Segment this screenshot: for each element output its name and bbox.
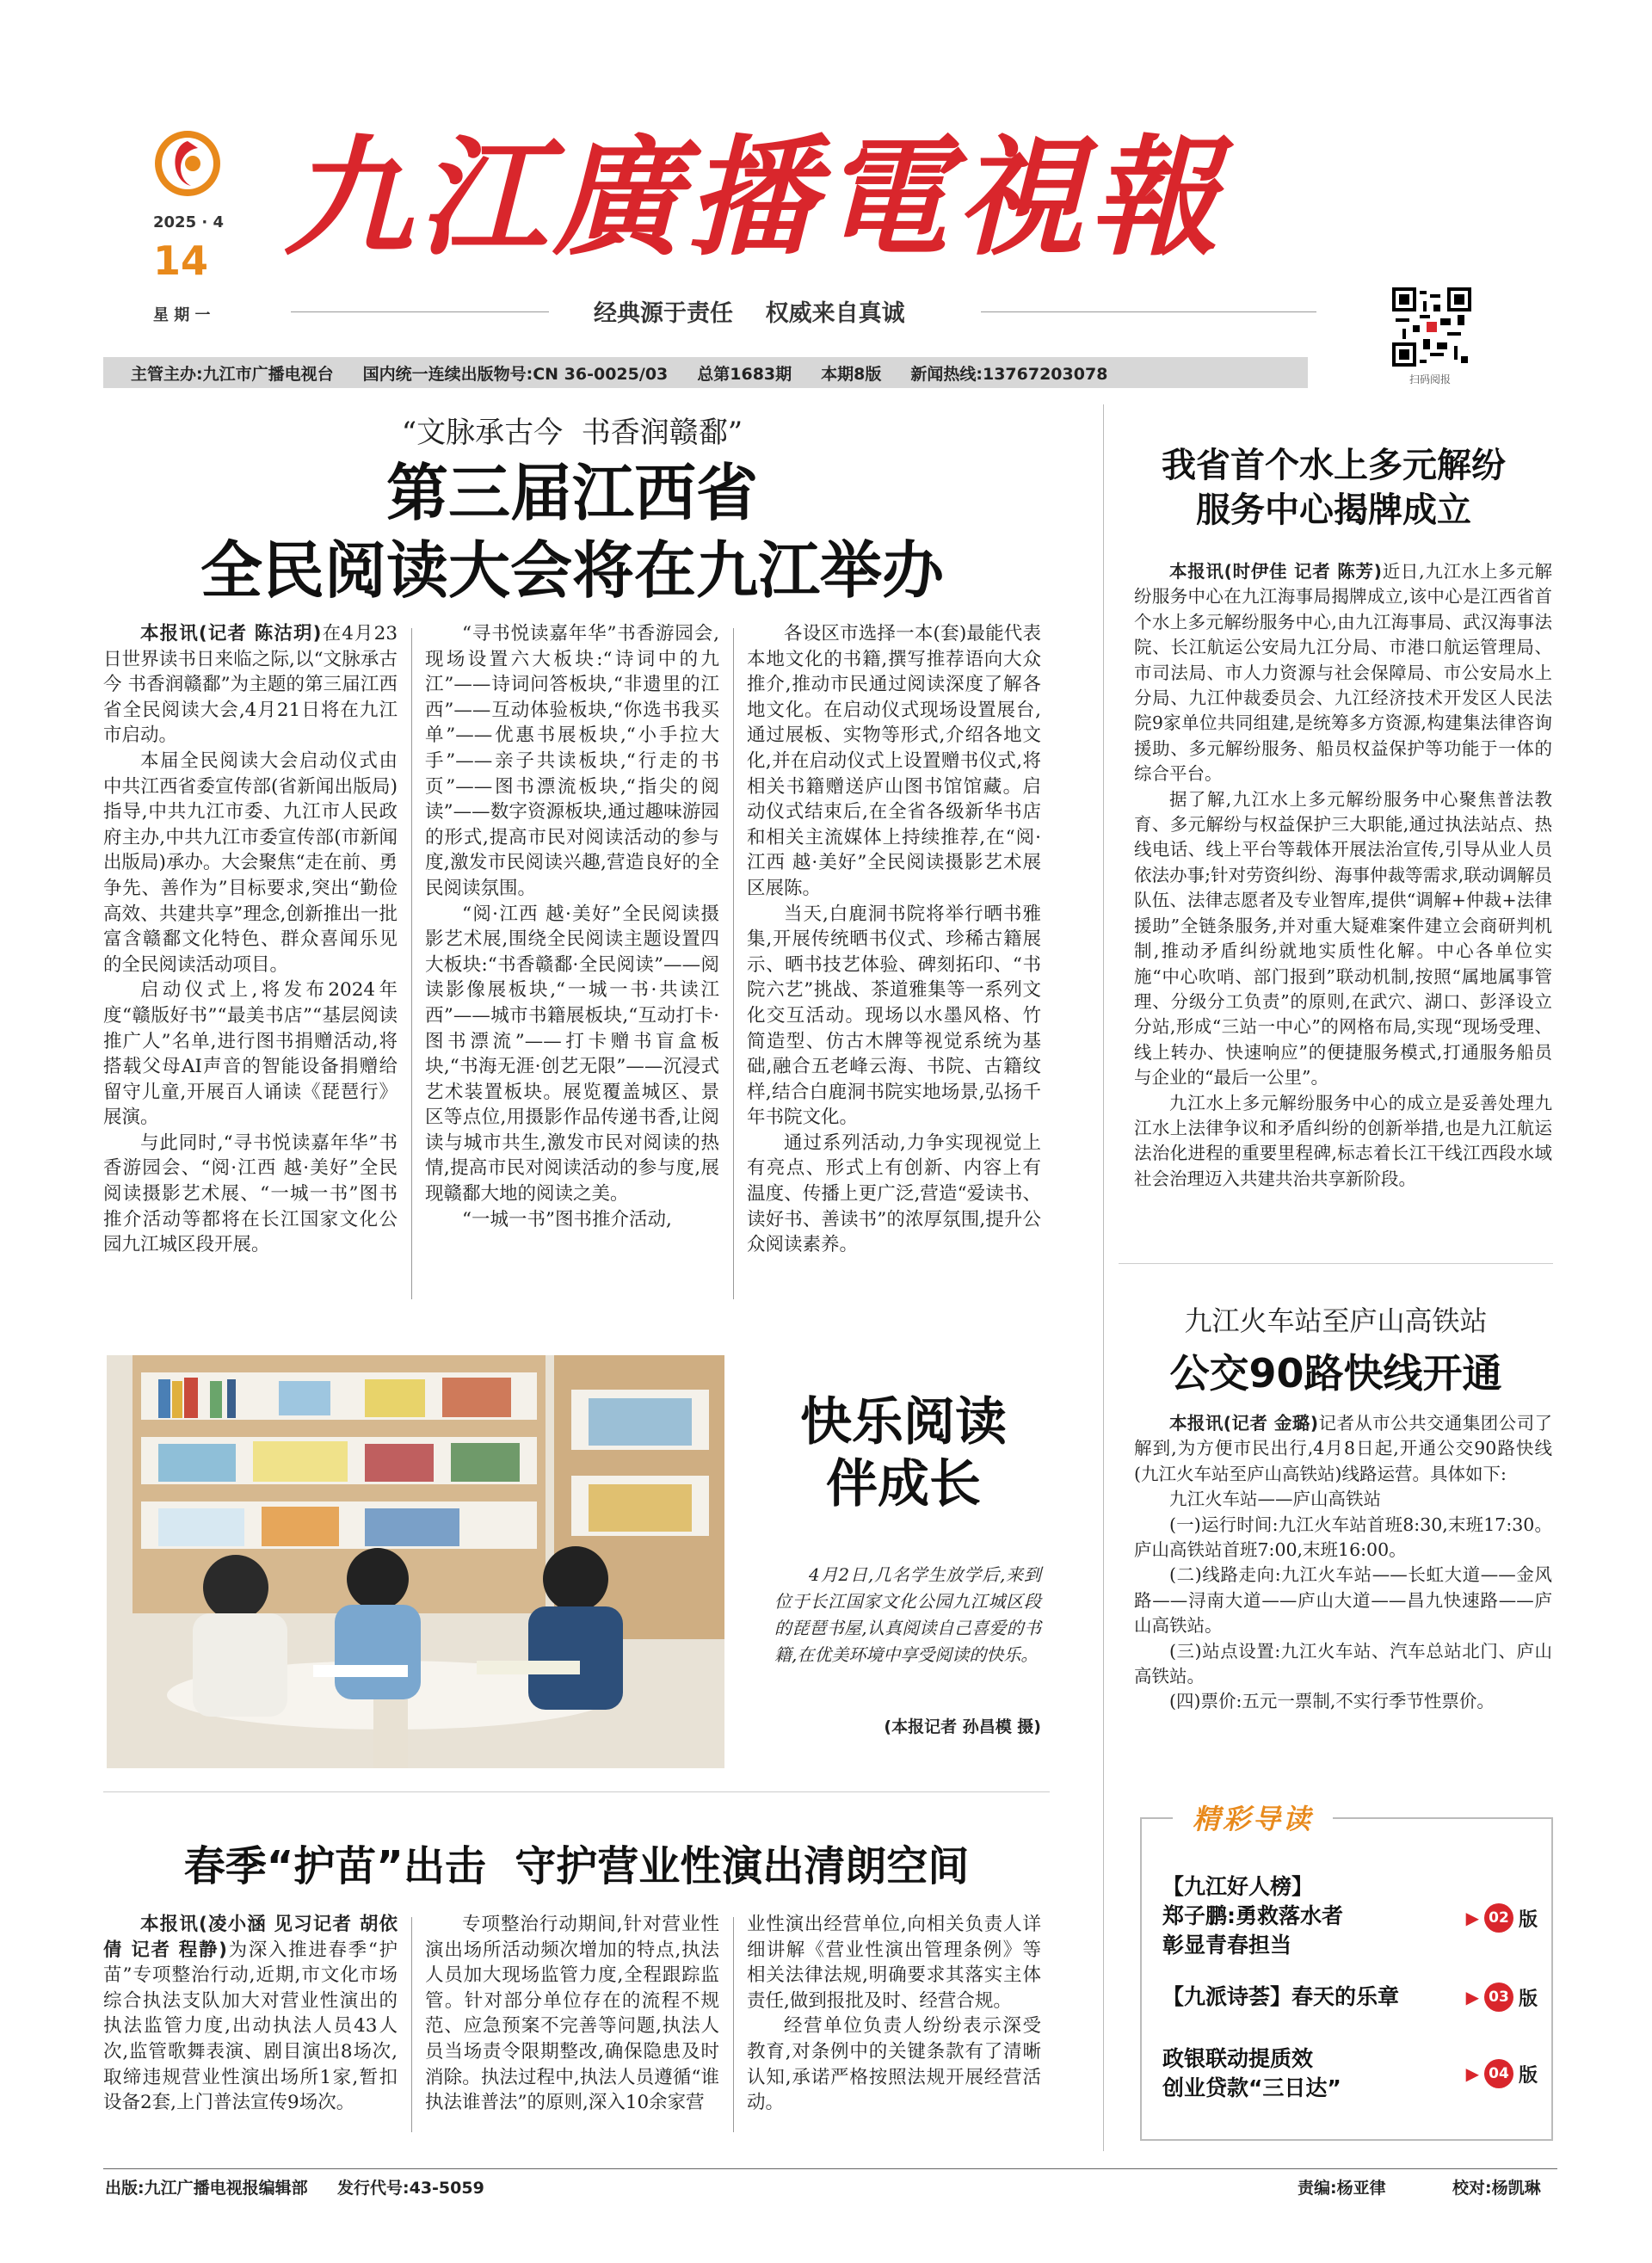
photo-headline-line2: 伴成长 bbox=[826, 1454, 981, 1514]
right2-headline: 公交90路快线开通 bbox=[1169, 1350, 1502, 1397]
page-badge: 04 bbox=[1484, 2059, 1513, 2088]
guide-title: 精彩导读 bbox=[1192, 1803, 1313, 1835]
slogan: 经典源于责任 权威来自真诚 bbox=[594, 300, 905, 327]
weekday: 星 期 一 bbox=[153, 306, 211, 324]
slogan-rule-left bbox=[291, 311, 549, 312]
info-issue: 总第1683期 bbox=[697, 364, 792, 384]
bottom-column-1: 本报讯(凌小涵 见习记者 胡依倩 记者 程静)为深入推进春季“护苗”专项整治行动,近期,市文化市场综合执法支队加大对营业性演出的执法监管力度,出动执法人员43人次,监管歌舞表演、剧目演出8场次,取缔违规营业性演出场所1家,暂扣设备2套,上门普法宣传9场次。 bbox=[103, 1914, 398, 2114]
photo-headline-line1: 快乐阅读 bbox=[800, 1392, 1007, 1452]
info-bar bbox=[103, 357, 1308, 388]
info-pages: 本期8版 bbox=[821, 364, 882, 384]
masthead-title: 九江廣播電視報 bbox=[284, 122, 1224, 274]
lead-headline-line1: 第三届江西省 bbox=[385, 457, 758, 529]
footer-rule bbox=[103, 2168, 1557, 2169]
arrow-right-icon: ▶ bbox=[1465, 2063, 1479, 2084]
lead-column-3: 各设区市选择一本(套)最能代表本地文化的书籍,撰写推荐语向大众推介,推动市民通过阅读深度了解各地文化。在启动仪式现场设置展台,通过展板、实物等形式,介绍各地文化,并在启动仪式上设置赠书仪式,将相关书籍赠送庐山图书馆馆藏。启动仪式结束后,在全省各级新华书店和相关主流媒体上持续推荐,在“阅·江西 越·美好”全民阅读摄影艺术展区展陈。 当天,白鹿洞书院将举行晒书雅集,开展传统晒书仪式、珍稀古籍展示、晒书技艺体验、碑刻拓印、“书院六艺”挑战、茶道雅集等一系列文化交互活动。现场以水墨风格、竹简造型、仿古木牌等视觉系统为基础,融合五老峰云海、书院、古籍纹样,结合白鹿洞书院实地场景,弘扬千年书院文化。 通过系列活动,力争实现视觉上有亮点、形式上有创新、内容上有温度、传播上更广泛,营造“爱读书、读好书、善读书”的浓厚氛围,提升公众阅读素养。 bbox=[747, 623, 1041, 1256]
page-badge: 03 bbox=[1484, 1982, 1513, 2012]
bottom-divider-2 bbox=[733, 1917, 734, 2132]
info-cn-number: 国内统一连续出版物号:CN 36-0025/03 bbox=[362, 364, 669, 384]
lead-column-1: 本报讯(记者 陈沽玥)在4月23日世界读书日来临之际,以“文脉承古今 书香润赣鄱”为主题的第三届江西省全民阅读大会,4月21日将在九江市启动。 本届全民阅读大会启动仪式由中共江西省委宣传部(省新闻出版局)指导,中共九江市委、九江市人民政府主办,中共九江市委宣传部(市新闻出版局)承办。大会聚焦“走在前、勇争先、善作为”目标要求,突出“勤俭高效、共建共享”理念,创新推出一批富含赣鄱文化特色、群众喜闻乐见的全民阅读活动项目。 启动仪式上,将发布2024年度“赣版好书”“最美书店”“基层阅读推广人”名单,进行图书捐赠活动,将搭载父母AI声音的智能设备捐赠给留守儿童,开展百人诵读《琵琶行》展演。 与此同时,“寻书悦读嘉年华”书香游园会、“阅·江西 越·美好”全民阅读摄影艺术展、“一城一书”图书推介活动等都将在长江国家文化公园九江城区段开展。 bbox=[103, 623, 398, 1256]
footer-proofreader: 校对:杨凯琳 bbox=[1452, 2179, 1541, 2198]
footer-publisher: 出版:九江广播电视报编辑部 bbox=[105, 2179, 308, 2198]
guide-item[interactable]: 【九派诗荟】春天的乐章 ▶ 03 版 bbox=[1162, 1982, 1538, 2012]
date-year-month: 2025 · 4 bbox=[153, 213, 224, 231]
lead-column-2: “寻书悦读嘉年华”书香游园会,现场设置六大板块:“诗词中的九江”——诗词问答板块,“非遗里的江西”——互动体验板块,“你选书我买单”——优惠书展板块,“小手拉大手”——亲子共读板块,“行走的书页”——图书漂流板块,“指尖的阅读”——数字资源板块,通过趣味游园的形式,提高市民对阅读活动的参与度,激发市民阅读兴趣,营造良好的全民阅读氛围。 “阅·江西 越·美好”全民阅读摄影艺术展,围绕全民阅读主题设置四大板块:“书香赣鄱·全民阅读”——阅读影像展板块,“一城一书·共读江西”——城市书籍展板块,“互动打卡·图书漂流”——打卡赠书盲盒板块,“书海无涯·创艺无限”——沉浸式艺术装置板块。展览覆盖城区、景区等点位,用摄影作品传递书香,让阅读与城市共生,激发市民对阅读的热情,提高市民对阅读活动的参与度,展现赣鄱大地的阅读之美。 “一城一书”图书推介活动, bbox=[425, 623, 719, 1230]
right1-headline-line2: 服务中心揭牌成立 bbox=[1196, 490, 1471, 530]
guide-title-tab bbox=[1173, 1800, 1333, 1838]
right2-body: 本报讯(记者 金璐)记者从市公共交通集团公司了解到,为方便市民出行,4月8日起,开通公交90路快线(九江火车站至庐山高铁站)线路运营。具体如下: 九江火车站——庐山高铁站 (一)运行时间:九江火车站首班8:30,末班17:30。庐山高铁站首班7:00,末班16:00。 (二)线路走向:九江火车站——长虹大道——金风路——浔南大道——庐山大道——昌九快速路——庐山高铁站。 (三)站点设置:九江火车站、汽车总站北门、庐山高铁站。 (四)票价:五元一票制,不实行季节性票价。 bbox=[1134, 1413, 1553, 1712]
right2-kicker: 九江火车站至庐山高铁站 bbox=[1184, 1304, 1488, 1337]
bottom-headline: 春季“护苗”出击 守护营业性演出清朗空间 bbox=[183, 1842, 970, 1890]
qr-caption: 扫码阅报 bbox=[1409, 373, 1452, 385]
page-suffix: 版 bbox=[1518, 1988, 1538, 2010]
arrow-right-icon: ▶ bbox=[1465, 1987, 1479, 2007]
bottom-column-3: 业性演出经营单位,向相关负责人详细讲解《营业性演出管理条例》等相关法律法规,明确要求其落实主体责任,做到报批及时、经营合规。 经营单位负责人纷纷表示深受教育,对条例中的关键条款有了清晰认知,承诺严格按照法规开展经营活动。 bbox=[747, 1914, 1041, 2114]
slogan-rule-right bbox=[981, 311, 1316, 312]
qr-code-icon[interactable] bbox=[1392, 287, 1471, 367]
page-badge: 02 bbox=[1484, 1903, 1513, 1933]
page-suffix: 版 bbox=[1518, 1908, 1538, 1931]
bottom-story-rule bbox=[103, 1791, 1050, 1792]
bookstore-photo bbox=[107, 1355, 724, 1768]
section-divider bbox=[1103, 404, 1104, 2151]
info-sponsor: 主管主办:九江市广播电视台 bbox=[131, 364, 334, 384]
right1-headline-line1: 我省首个水上多元解纷 bbox=[1162, 446, 1506, 485]
station-logo-icon bbox=[153, 129, 222, 198]
date-day: 14 bbox=[153, 237, 209, 284]
info-hotline: 新闻热线:13767203078 bbox=[910, 364, 1108, 384]
guide-box bbox=[1140, 1803, 1553, 2141]
guide-item[interactable]: 政银联动提质效 创业贷款“三日达” ▶ 04 版 bbox=[1162, 2046, 1538, 2100]
photo-credit: (本报记者 孙昌模 摄) bbox=[884, 1717, 1041, 1736]
photo-caption: 4月2日,几名学生放学后,来到位于长江国家文化公园九江城区段的琵琶书屋,认真阅读自己喜爱的书籍,在优美环境中享受阅读的快乐。 bbox=[774, 1564, 1041, 1665]
right2-rule bbox=[1119, 1263, 1553, 1264]
lead-headline-line2: 全民阅读大会将在九江举办 bbox=[200, 534, 944, 607]
bottom-divider-1 bbox=[411, 1917, 412, 2132]
footer-editor: 责编:杨亚律 bbox=[1298, 2179, 1386, 2198]
lead-kicker: “文脉承古今 书香润赣鄱” bbox=[401, 416, 743, 450]
lead-divider-1 bbox=[411, 628, 412, 1299]
guide-item[interactable]: 【九江好人榜】 郑子鹏:勇救落水者 彰显青春担当 ▶ 02 版 bbox=[1162, 1874, 1538, 1958]
lead-divider-2 bbox=[733, 628, 734, 1299]
right1-body: 本报讯(时伊佳 记者 陈芳)近日,九江水上多元解纷服务中心在九江海事局揭牌成立,该中心是江西省首个水上多元解纷服务中心,由九江海事局、武汉海事法院、长江航运公安局九江分局、市港口航运管理局、市司法局、市人力资源与社会保障局、市公安局水上分局、九江仲裁委员会、九江经济技术开发区人民法院9家单位共同组建,是统筹多方资源,构建集法律咨询援助、多元解纷服务、船员权益保护等功能于一体的综合平台。 据了解,九江水上多元解纷服务中心聚焦普法教育、多元解纷与权益保护三大职能,通过执法站点、热线电话、线上平台等载体开展法治宣传,引导从业人员依法办事;针对劳资纠纷、海事仲裁等需求,联动调解员队伍、法律志愿者及专业智库,提供“调解+仲裁+法律援助”全链条服务,并对重大疑难案件建立会商研判机制,推动矛盾纠纷就地实质性化解。中心各单位实施“中心吹哨、部门报到”联动机制,按照“属地属事管理、分级分工负责”的原则,在武穴、湖口、彭泽设立分站,形成“三站一中心”的网格布局,实现“现场受理、线上转办、快速响应”的便捷服务模式,打通服务船员与企业的“最后一公里”。 九江水上多元解纷服务中心的成立是妥善处理九江水上法律争议和矛盾纠纷的创新举措,也是九江航运法治化进程的重要里程碑,标志着长江干线江西段水域社会治理迈入共建共治共享新阶段。 bbox=[1134, 561, 1552, 1189]
arrow-right-icon: ▶ bbox=[1465, 1908, 1479, 1928]
footer-postal-code: 发行代号:43-5059 bbox=[337, 2179, 484, 2198]
page-suffix: 版 bbox=[1518, 2064, 1538, 2087]
bottom-column-2: 专项整治行动期间,针对营业性演出场所活动频次增加的特点,执法人员加大现场监管力度,全程跟踪监管。针对部分单位存在的流程不规范、应急预案不完善等问题,执法人员当场责令限期整改,确保隐患及时消除。执法过程中,执法人员遵循“谁执法谁普法”的原则,深入10余家营 bbox=[425, 1914, 719, 2114]
